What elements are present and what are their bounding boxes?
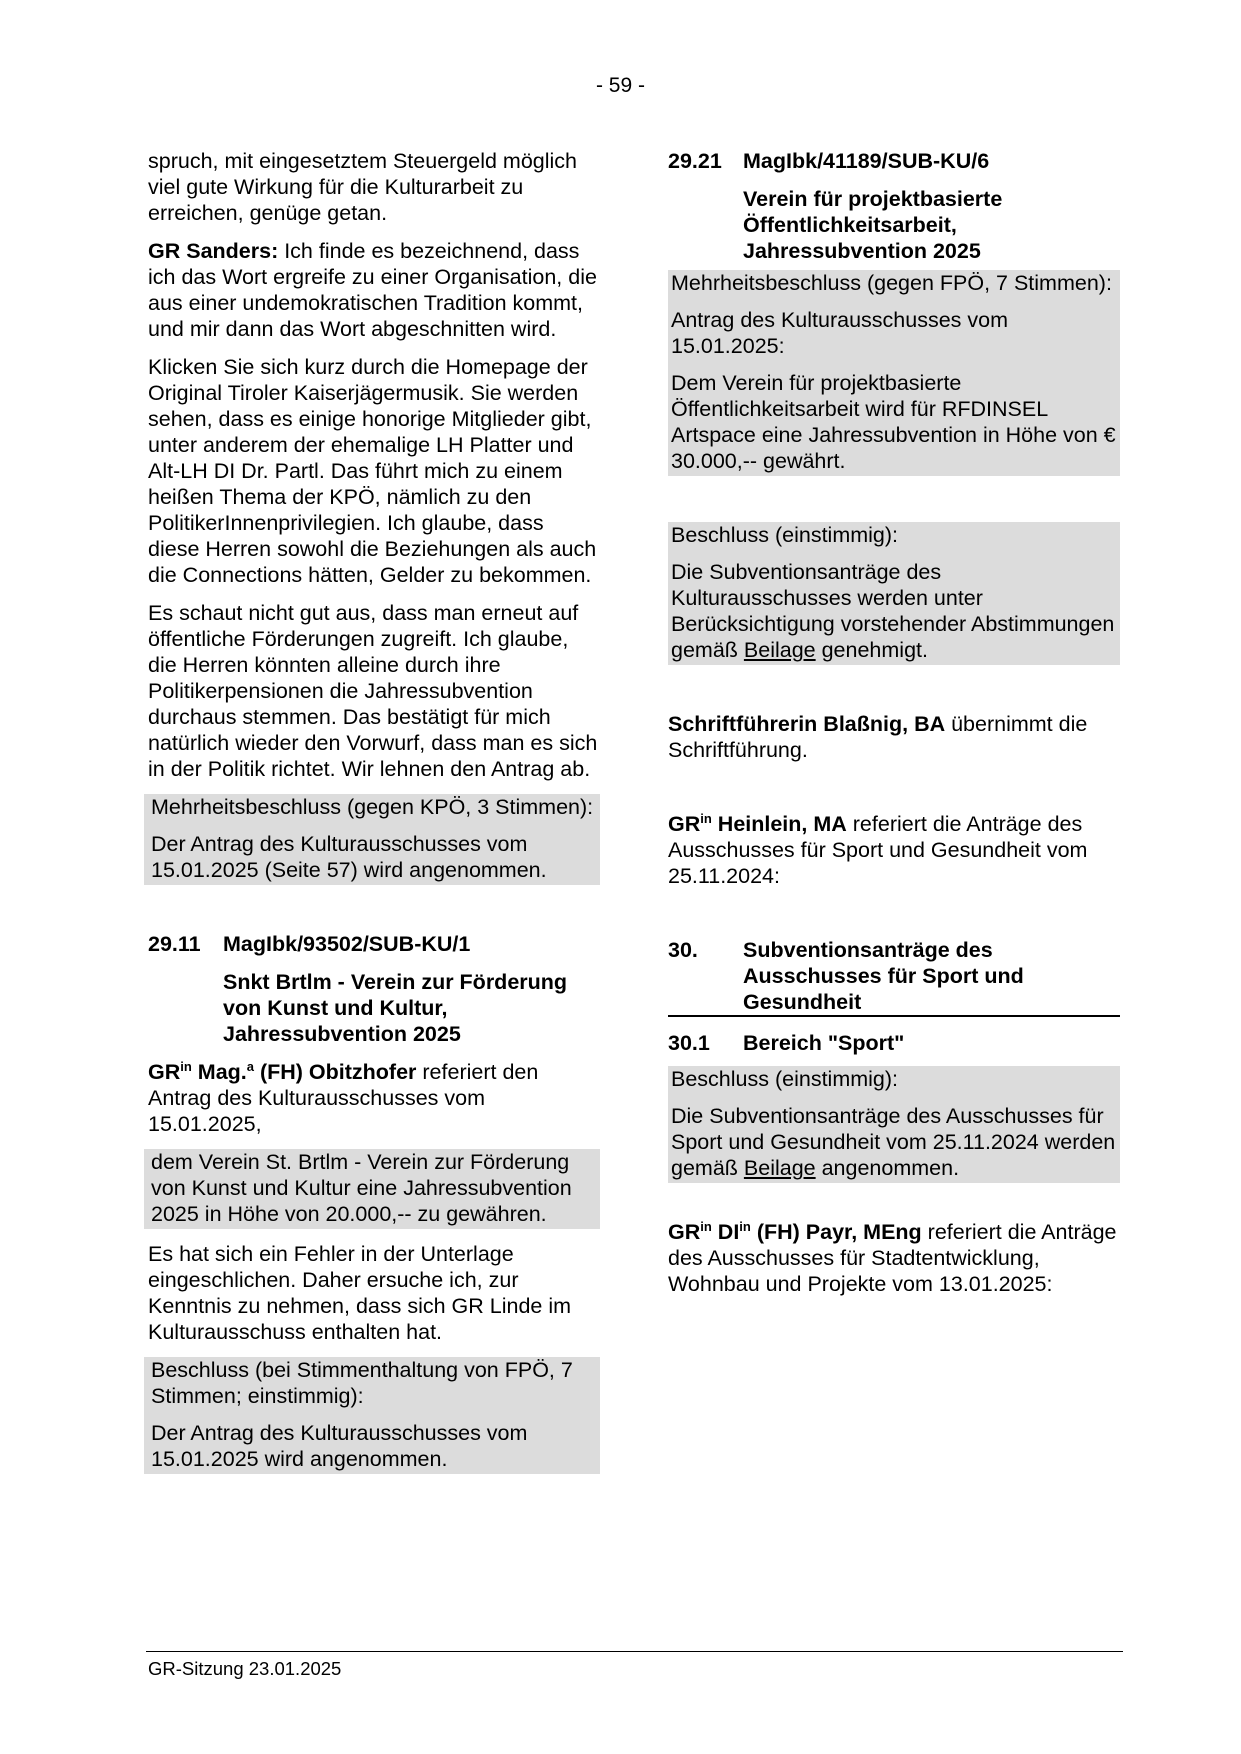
resolution-box — [668, 270, 1120, 476]
speaker-name: Schriftführerin Blaßnig, BA — [668, 712, 946, 736]
superscript: in — [700, 1219, 712, 1234]
resolution-heading: Beschluss (einstimmig): — [671, 523, 898, 547]
speaker-title: GR — [148, 1060, 181, 1084]
paragraph — [668, 711, 1120, 763]
resolution-text: Die Subventionsanträge des Ausschusses für Sport und Gesundheit vom 25.11.2024 werden gemäß Beilage angenommen. — [671, 1104, 1116, 1180]
speaker-title: Mag. — [191, 1060, 247, 1084]
resolution-heading: Mehrheitsbeschluss (gegen KPÖ, 3 Stimmen): — [151, 795, 594, 819]
superscript: a — [246, 1059, 254, 1074]
footer-divider — [146, 1651, 1123, 1652]
item-number: 29.21 — [668, 149, 722, 173]
item-code: MagIbk/93502/SUB-KU/1 — [223, 932, 471, 956]
right-column — [668, 148, 1120, 1309]
section-title: Subventionsanträge des Ausschusses für Sport und Gesundheit — [743, 938, 1024, 1014]
item-title: Snkt Brtlm - Verein zur Förderung von Kunst und Kultur, Jahressubvention 2025 — [223, 970, 568, 1046]
resolution-heading: Beschluss (einstimmig): — [671, 1067, 898, 1091]
paragraph-text: referiert die Anträge des Ausschusses für Stadtentwicklung, Wohnbau und Projekte vom 13.01.2025: — [668, 1220, 1117, 1296]
paragraph: Es schaut nicht gut aus, dass man erneut auf öffentliche Förderungen zugreift. Ich glaube, die Herren könnten alleine durch ihre Politikerpensionen die Jahressubvention durchaus stemmen. Das bestätigt für mich natürlich wieder den Vorwurf, dass man es sich in der Politik richtet. Wir lehnen den Antrag ab. — [148, 601, 598, 781]
paragraph-text: Ich finde es bezeichnend, dass ich das Wort ergreife zu einer Organisation, die aus einer undemokratischen Tradition kommt, und mir dann das Wort abgeschnitten wird. — [148, 239, 597, 341]
item-title: Verein für projektbasierte Öffentlichkeitsarbeit, Jahressubvention 2025 — [743, 187, 1003, 263]
superscript: in — [180, 1059, 192, 1074]
motion-intro: Antrag des Kulturausschusses vom 15.01.2025: — [671, 308, 1008, 358]
paragraph: spruch, mit eingesetztem Steuergeld möglich viel gute Wirkung für die Kulturarbeit zu erreichen, genüge getan. — [148, 149, 578, 225]
section-number: 30. — [668, 938, 698, 962]
superscript: in — [739, 1219, 751, 1234]
motion-text: Dem Verein für projektbasierte Öffentlichkeitsarbeit wird für RFDINSEL Artspace eine Jahressubvention in Höhe von € 30.000,-- gewährt. — [671, 371, 1116, 473]
speaker-name: GR Sanders: — [148, 239, 279, 263]
paragraph-text: referiert die Anträge des Ausschusses für Sport und Gesundheit vom 25.11.2024: — [668, 812, 1088, 888]
subsection-number: 30.1 — [668, 1031, 710, 1055]
paragraph: Klicken Sie sich kurz durch die Homepage der Original Tiroler Kaiserjägermusik. Sie werden sehen, dass es einige honorige Mitglieder gibt, unter anderem der ehemalige LH Platter und Alt-LH DI Dr. Partl. Das führt mich zu einem heißen Thema der KPÖ, nämlich zu den PolitikerInnenprivilegien. Ich glaube, dass diese Herren sowohl die Beziehungen als auch die Connections hätten, Gelder zu bekommen. — [148, 355, 597, 587]
item-heading — [148, 931, 600, 957]
beilage-link[interactable]: Beilage — [743, 638, 816, 662]
paragraph — [668, 811, 1120, 889]
resolution-text: Die Subventionsanträge des Kulturausschusses werden unter Berücksichtigung vorstehender Abstimmungen gemäß Beilage genehmigt. — [671, 560, 1115, 662]
motion-box — [144, 1149, 600, 1229]
beilage-link[interactable]: Beilage — [743, 1156, 816, 1180]
resolution-text: Der Antrag des Kulturausschusses vom 15.01.2025 wird angenommen. — [151, 1421, 528, 1471]
item-heading — [668, 148, 1120, 174]
speaker-name — [148, 1060, 416, 1084]
section-heading — [668, 937, 1120, 1017]
resolution-heading: Mehrheitsbeschluss (gegen FPÖ, 7 Stimmen): — [671, 271, 1112, 295]
paragraph — [668, 1219, 1120, 1297]
paragraph-text: übernimmt die Schriftführung. — [668, 712, 1088, 762]
resolution-box — [668, 522, 1120, 665]
resolution-text: Der Antrag des Kulturausschusses vom 15.01.2025 (Seite 57) wird angenommen. — [151, 832, 547, 882]
paragraph — [148, 1059, 600, 1137]
subsection-title: Bereich "Sport" — [743, 1031, 905, 1055]
footer-text: GR-Sitzung 23.01.2025 — [148, 1658, 342, 1679]
paragraph — [148, 238, 600, 342]
subsection-heading — [668, 1030, 1120, 1056]
resolution-box — [144, 1357, 600, 1474]
paragraph: Es hat sich ein Fehler in der Unterlage eingeschlichen. Daher ersuche ich, zur Kenntnis zu nehmen, dass sich GR Linde im Kulturausschuss enthalten hat. — [148, 1242, 572, 1344]
speaker-name: $GR^{in}$ $DI^{in}$ (FH) Payr, MEng — [668, 1219, 922, 1244]
speaker-surname: (FH) Obitzhofer — [254, 1060, 417, 1084]
speaker-name: $GR^{in}$ Heinlein, MA — [668, 811, 847, 836]
resolution-box — [668, 1066, 1120, 1183]
motion-text: dem Verein St. Brtlm - Verein zur Förderung von Kunst und Kultur eine Jahressubvention 2025 in Höhe von 20.000,-- zu gewähren. — [151, 1150, 572, 1226]
left-column — [148, 148, 600, 1474]
item-number: 29.11 — [148, 932, 201, 956]
resolution-box — [144, 794, 600, 885]
item-code: MagIbk/41189/SUB-KU/6 — [743, 149, 990, 173]
resolution-heading: Beschluss (bei Stimmenthaltung von FPÖ, 7 Stimmen; einstimmig): — [151, 1358, 573, 1408]
page-number: - 59 - — [595, 74, 645, 97]
paragraph-text: referiert den Antrag des Kulturausschusses vom 15.01.2025, — [148, 1060, 539, 1136]
superscript: in — [700, 811, 712, 826]
